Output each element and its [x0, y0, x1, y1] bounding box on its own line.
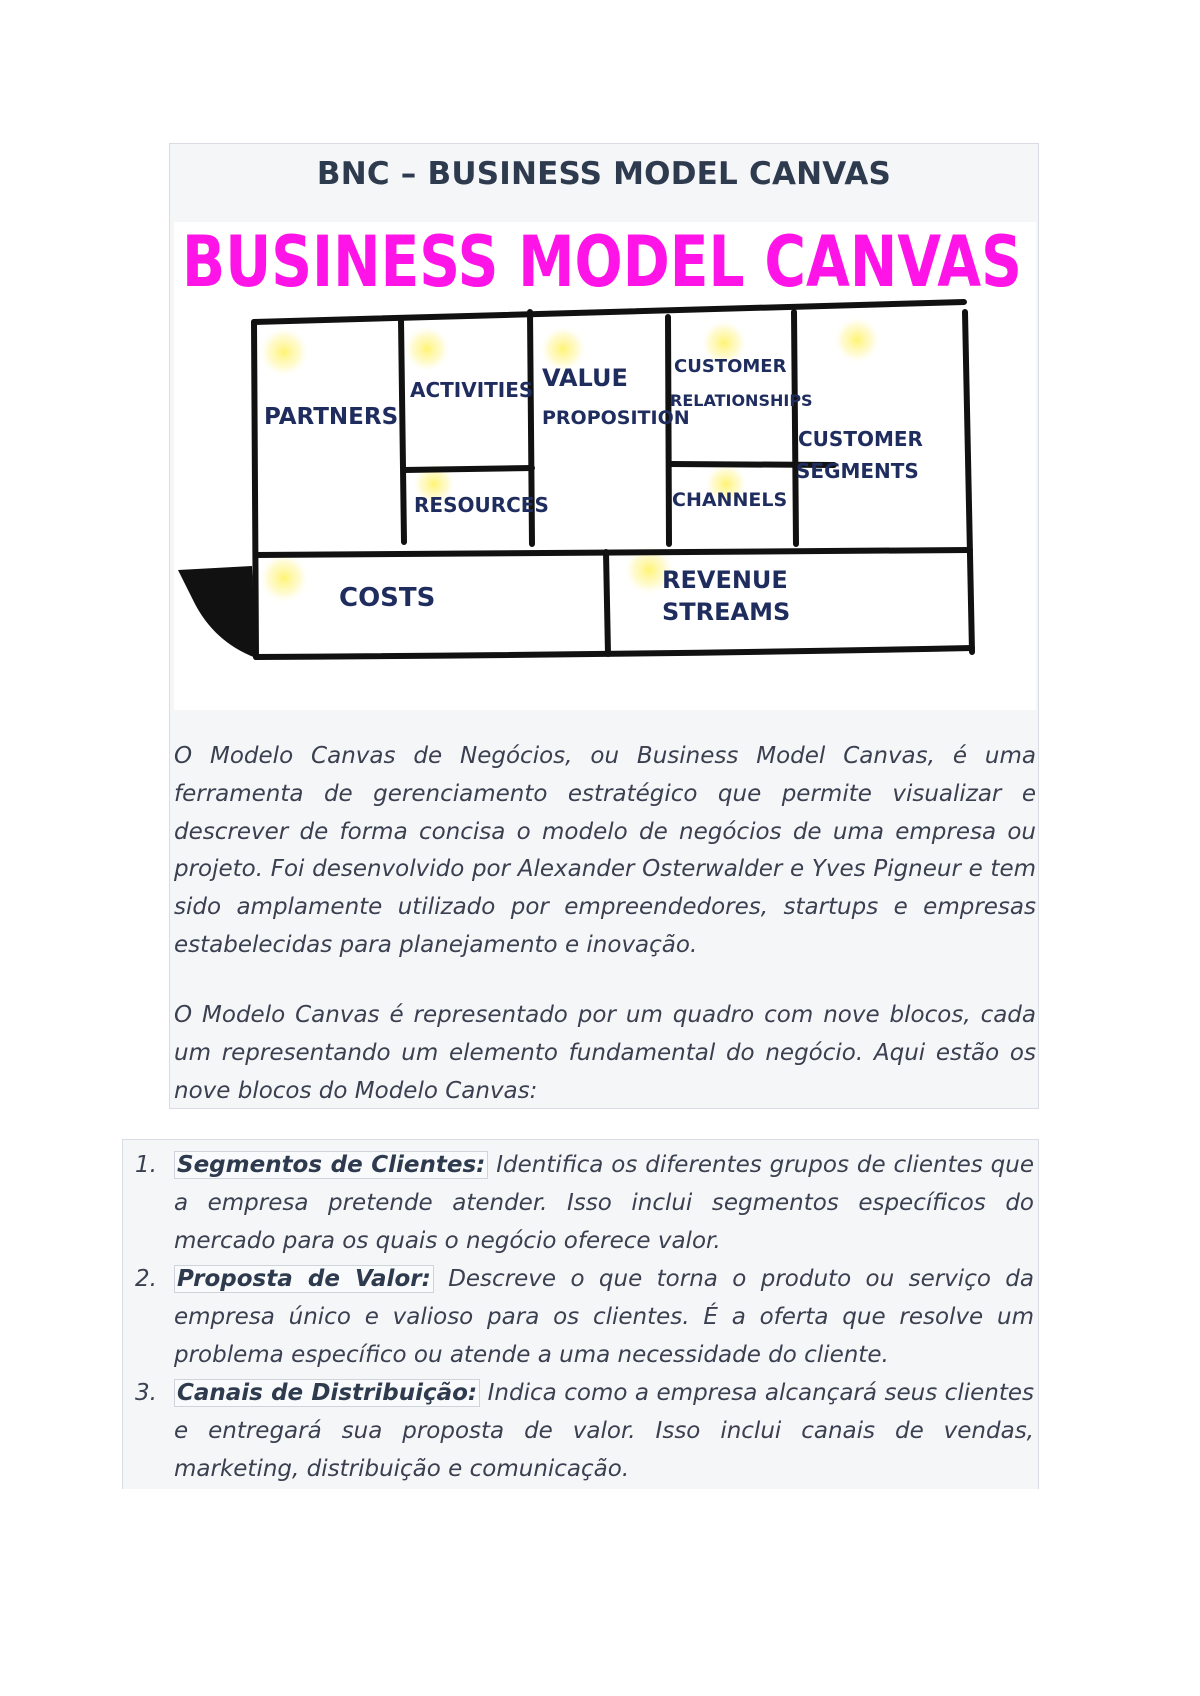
label-resources: RESOURCES [414, 493, 549, 517]
label-channels: CHANNELS [672, 489, 788, 511]
list-term: Proposta de Valor: [174, 1265, 434, 1293]
list-term: Segmentos de Clientes: [174, 1151, 488, 1179]
label-revenue: REVENUE [662, 566, 788, 594]
label-segments-1: CUSTOMER [798, 427, 923, 451]
blocks-list [122, 1139, 1039, 1489]
canvas-drawing [174, 222, 1036, 710]
list-term: Canais de Distribuição: [174, 1379, 480, 1407]
label-streams: STREAMS [662, 598, 791, 626]
list-item-text [174, 1375, 1034, 1488]
list-description: Identifica os diferentes grupos de clientes que a empresa pretende atender. Isso inclui segmentos específicos do mercado para os quais o negócio oferece valor. [174, 1152, 1035, 1254]
canvas-shadow-wedge [178, 566, 256, 658]
label-partners: PARTNERS [264, 404, 399, 430]
list-description: Indica como a empresa alcançará seus clientes e entregará sua proposta de valor. Isso inclui canais de vendas, marketing, distribuição e comunicação. [174, 1380, 1034, 1482]
sticky-note-dots [258, 316, 881, 604]
intro-section [169, 143, 1039, 1109]
list-number: 3. [135, 1380, 157, 1406]
business-model-canvas-image [174, 222, 1036, 710]
list-description: Descreve o que torna o produto ou serviço da empresa único e valioso para os clientes. É a oferta que resolve um problema específico ou atende a uma necessidade do cliente. [174, 1266, 1035, 1368]
list-number: 2. [135, 1266, 157, 1292]
label-activities: ACTIVITIES [410, 378, 534, 402]
page-title: BNC – BUSINESS MODEL CANVAS [316, 156, 892, 192]
list-item-text [174, 1261, 1034, 1374]
intro-paragraph: O Modelo Canvas de Negócios, ou Business Model Canvas, é uma ferramenta de gerenciamento estratégico que permite visualizar e descrever de forma concisa o modelo de negócios de uma empresa ou projeto. Foi desenvolvido por Alexander Osterwalder e Yves Pigneur e tem sido amplamente utilizado por empreendedores, startups e empresas estabelecidas para planejamento e inovação. [174, 743, 1036, 958]
blocks-intro-paragraph: O Modelo Canvas é representado por um quadro com nove blocos, cada um representando um elemento fundamental do negócio. Aqui estão os nove blocos do Modelo Canvas: [174, 1002, 1036, 1104]
label-relationships-2: RELATIONSHIPS [670, 391, 813, 410]
list-number: 1. [135, 1152, 157, 1178]
label-costs: COSTS [339, 583, 436, 613]
label-value: VALUE [542, 364, 628, 392]
canvas-heading: BUSINESS MODEL CANVAS [182, 221, 1022, 303]
label-relationships-1: CUSTOMER [674, 356, 787, 377]
label-proposition: PROPOSITION [542, 407, 690, 429]
label-segments-2: SEGMENTS [796, 459, 919, 483]
list-item-text [174, 1147, 1034, 1260]
